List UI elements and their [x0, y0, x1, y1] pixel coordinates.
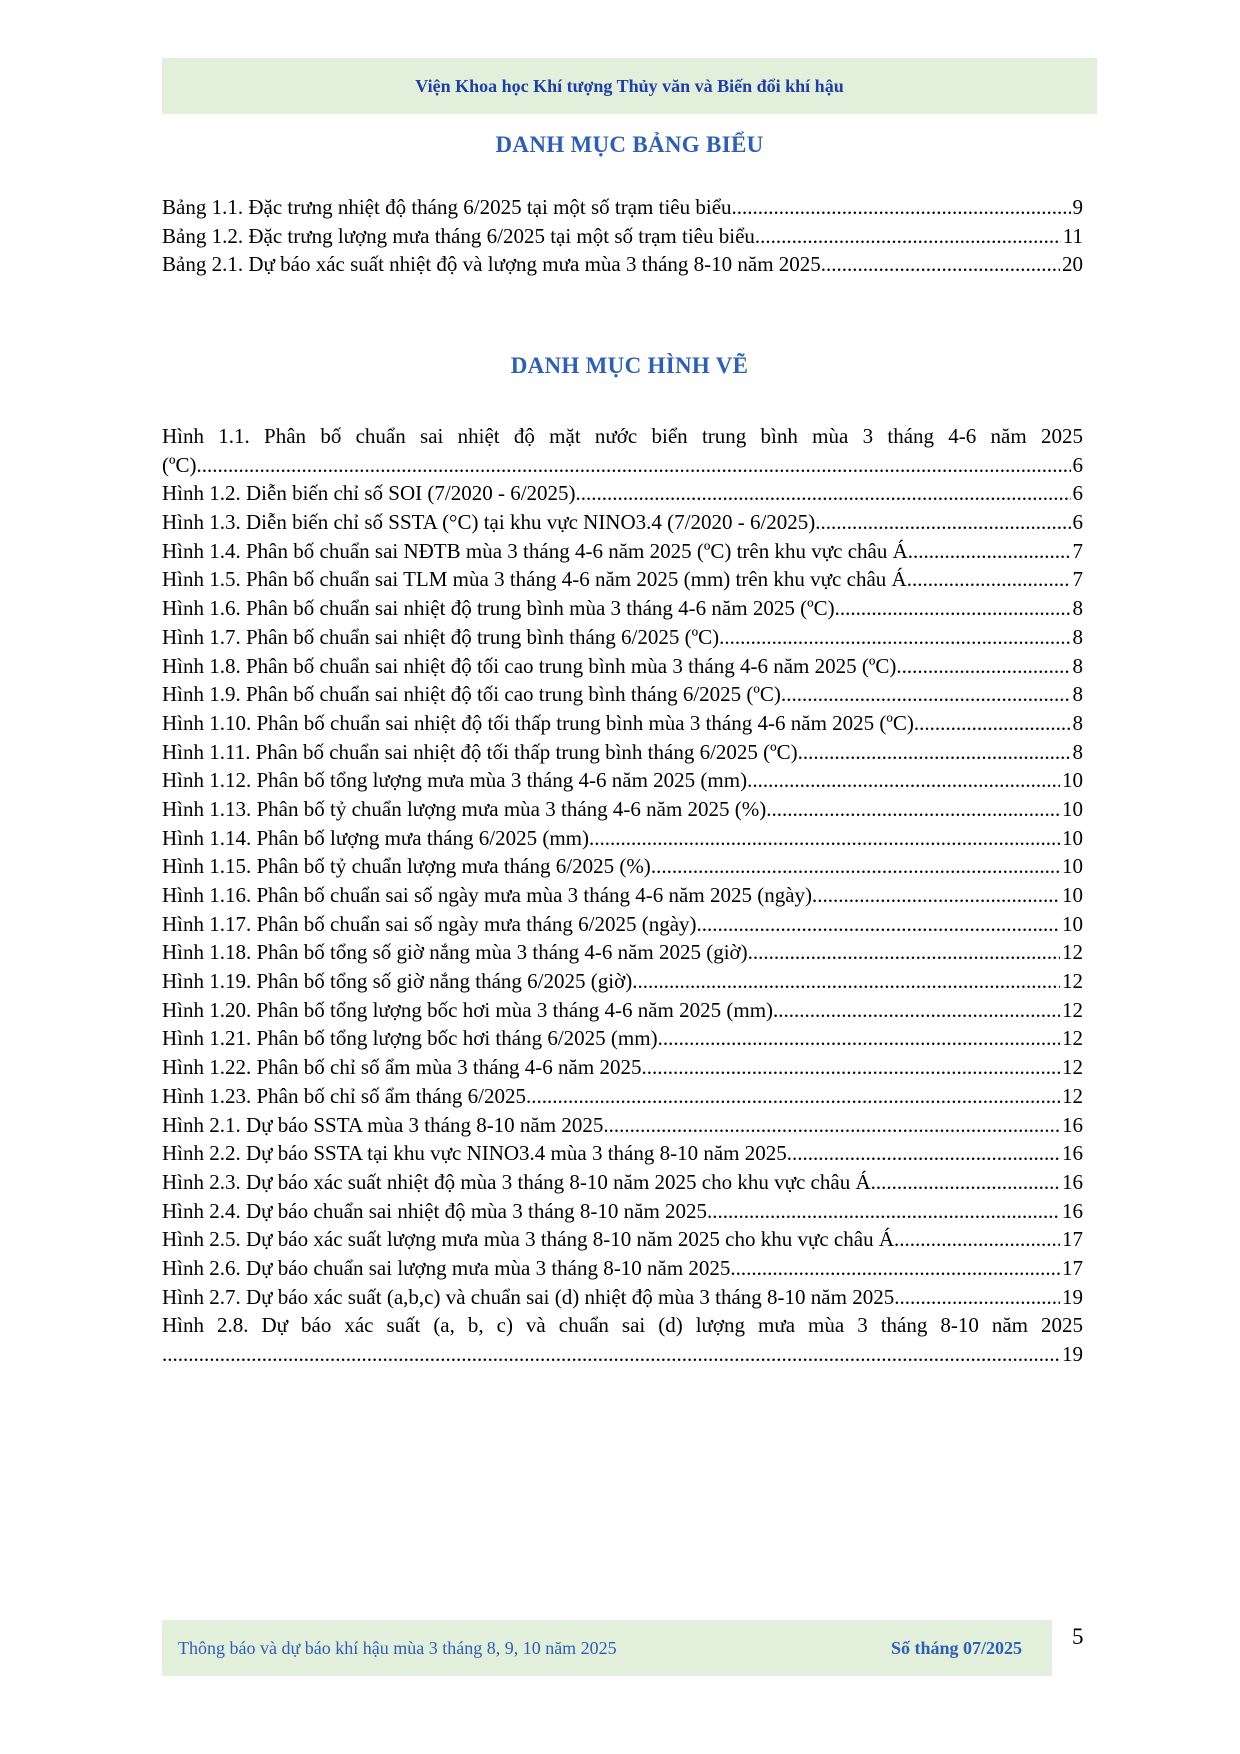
toc-entry-label: Hình 1.14. Phân bố lượng mưa tháng 6/2025 (mm) [162, 825, 590, 850]
toc-entry-label: Hình 1.2. Diễn biến chỉ số SOI (7/2020 - 6/2025) [162, 481, 576, 506]
figures-list [162, 422, 1083, 1369]
toc-entry-label: Hình 2.7. Dự báo xác suất (a,b,c) và chuẩn sai (d) nhiệt độ mùa 3 tháng 8-10 năm 2025 [162, 1284, 895, 1309]
toc-entry-page: 8 [1072, 739, 1083, 764]
toc-entry-label: Hình 2.3. Dự báo xác suất nhiệt độ mùa 3 tháng 8-10 năm 2025 cho khu vực châu Á [162, 1169, 871, 1194]
toc-entry[interactable] [162, 1197, 1083, 1226]
toc-entry[interactable] [162, 795, 1083, 824]
toc-entry-page: 6 [1072, 510, 1083, 535]
toc-entry[interactable] [162, 594, 1083, 623]
toc-entry-page: 16 [1062, 1141, 1083, 1166]
tables-list [162, 193, 1083, 279]
toc-entry-label: Hình 2.2. Dự báo SSTA tại khu vực NINO3.4 mùa 3 tháng 8-10 năm 2025 [162, 1141, 787, 1166]
toc-entry-page: 10 [1062, 883, 1083, 907]
tables-section-title: DANH MỤC BẢNG BIỂU [495, 132, 764, 157]
toc-entry[interactable] [162, 910, 1083, 939]
toc-entry[interactable] [162, 852, 1083, 881]
toc-entry-label: Hình 1.21. Phân bố tổng lượng bốc hơi tháng 6/2025 (mm) [162, 1026, 658, 1051]
toc-entry-page: 6 [1072, 481, 1083, 506]
toc-entry-page: 16 [1062, 1169, 1083, 1194]
toc-entry[interactable] [162, 881, 1083, 910]
toc-entry[interactable] [162, 479, 1083, 508]
toc-entry-label: Bảng 1.2. Đặc trưng lượng mưa tháng 6/2025 tại một số trạm tiêu biểu [162, 223, 755, 248]
toc-entry-label: Hình 1.22. Phân bố chỉ số ẩm mùa 3 tháng 4-6 năm 2025 [162, 1055, 642, 1080]
toc-entry-label-cont: (ºC) [162, 452, 197, 477]
toc-entry-label: Hình 1.13. Phân bố tỷ chuẩn lượng mưa mùa 3 tháng 4-6 năm 2025 (%) [162, 796, 767, 821]
toc-entry-page: 16 [1062, 1198, 1083, 1223]
toc-entry[interactable] [162, 938, 1083, 967]
toc-entry[interactable] [162, 1225, 1083, 1254]
toc-entry[interactable] [162, 1082, 1083, 1111]
toc-entry-page: 6 [1072, 452, 1083, 477]
toc-entry-label: Hình 1.7. Phân bố chuẩn sai nhiệt độ trung bình tháng 6/2025 (ºC) [162, 624, 720, 649]
toc-entry-page: 10 [1062, 825, 1083, 850]
toc-entry-page: 17 [1062, 1255, 1083, 1280]
toc-entry[interactable] [162, 250, 1083, 279]
toc-entry-label: Hình 1.4. Phân bố chuẩn sai NĐTB mùa 3 tháng 4-6 năm 2025 (ºC) trên khu vực châu Á [162, 538, 908, 563]
toc-entry-page: 12 [1062, 1026, 1083, 1051]
toc-entry-page: 19 [1062, 1342, 1083, 1366]
toc-entry[interactable] [162, 967, 1083, 996]
toc-entry-page: 8 [1072, 596, 1083, 621]
toc-entry[interactable] [162, 222, 1083, 251]
toc-entry-page: 12 [1062, 997, 1083, 1022]
toc-entry[interactable] [162, 680, 1083, 709]
toc-entry[interactable] [162, 1283, 1083, 1312]
toc-entry-label: Hình 1.8. Phân bố chuẩn sai nhiệt độ tối cao trung bình mùa 3 tháng 4-6 năm 2025 (ºC) [162, 653, 897, 678]
toc-entry-label: Hình 1.20. Phân bố tổng lượng bốc hơi mùa 3 tháng 4-6 năm 2025 (mm) [162, 997, 774, 1022]
header-band [162, 58, 1097, 114]
toc-entry[interactable] [162, 824, 1083, 853]
toc-entry-page: 10 [1062, 768, 1083, 793]
toc-entry[interactable] [162, 623, 1083, 652]
toc-entry-label: Hình 1.23. Phân bố chỉ số ẩm tháng 6/2025 [162, 1083, 526, 1108]
toc-entry-continuation[interactable] [162, 1340, 1083, 1369]
footer-title: Thông báo và dự báo khí hậu mùa 3 tháng 8, 9, 10 năm 2025 [178, 1637, 617, 1658]
toc-entry-label: Bảng 2.1. Dự báo xác suất nhiệt độ và lượng mưa mùa 3 tháng 8-10 năm 2025 [162, 252, 821, 277]
toc-entry[interactable] [162, 537, 1083, 566]
toc-entry-multiline[interactable] [162, 422, 1083, 451]
toc-entry-page: 12 [1062, 969, 1083, 994]
figures-section-title: DANH MỤC HÌNH VẼ [510, 353, 749, 378]
toc-entry[interactable] [162, 508, 1083, 537]
toc-entry-label: Hình 1.17. Phân bố chuẩn sai số ngày mưa tháng 6/2025 (ngày) [162, 911, 697, 936]
toc-entry[interactable] [162, 766, 1083, 795]
toc-entry-label: Hình 1.1. Phân bố chuẩn sai nhiệt độ mặt nước biển trung bình mùa 3 tháng 4-6 năm 2025 [162, 424, 1083, 448]
toc-entry-label: Hình 2.8. Dự báo xác suất (a, b, c) và chuẩn sai (d) lượng mưa mùa 3 tháng 8-10 năm 2025 [162, 1313, 1083, 1338]
toc-entry[interactable] [162, 1111, 1083, 1140]
footer-band [162, 1620, 1052, 1676]
toc-entry-label: Hình 2.5. Dự báo xác suất lượng mưa mùa 3 tháng 8-10 năm 2025 cho khu vực châu Á [162, 1227, 894, 1252]
toc-entry[interactable] [162, 565, 1083, 594]
toc-entry-page: 10 [1062, 796, 1083, 821]
toc-entry-page: 12 [1062, 940, 1083, 965]
toc-entry-label: Hình 1.11. Phân bố chuẩn sai nhiệt độ tối thấp trung bình tháng 6/2025 (ºC) [162, 739, 798, 764]
toc-entry-page: 12 [1062, 1055, 1083, 1080]
toc-entry-page: 7 [1072, 567, 1083, 592]
toc-entry-page: 17 [1062, 1227, 1083, 1252]
toc-entry[interactable] [162, 1168, 1083, 1197]
toc-entry-page: 11 [1062, 223, 1083, 248]
toc-entry[interactable] [162, 996, 1083, 1025]
toc-entry-page: 8 [1072, 624, 1083, 649]
toc-entry-label: Hình 1.18. Phân bố tổng số giờ nắng mùa 3 tháng 4-6 năm 2025 (giờ) [162, 940, 748, 965]
toc-entry-page: 8 [1072, 682, 1083, 707]
toc-entry[interactable] [162, 1254, 1083, 1283]
toc-entry-continuation[interactable] [162, 451, 1083, 480]
toc-entry-label: Bảng 1.1. Đặc trưng nhiệt độ tháng 6/2025 tại một số trạm tiêu biểu [162, 195, 732, 219]
footer-issue: Số tháng 07/2025 [890, 1637, 1022, 1658]
toc-entry-label: Hình 2.1. Dự báo SSTA mùa 3 tháng 8-10 năm 2025 [162, 1112, 604, 1137]
toc-entry-page: 8 [1072, 653, 1083, 678]
toc-entry-label: Hình 2.6. Dự báo chuẩn sai lượng mưa mùa 3 tháng 8-10 năm 2025 [162, 1255, 731, 1280]
toc-entry-page: 8 [1072, 710, 1083, 735]
toc-entry-page: 12 [1062, 1083, 1083, 1108]
toc-entry-page: 10 [1062, 911, 1083, 936]
toc-entry[interactable] [162, 1053, 1083, 1082]
toc-entry-page: 20 [1062, 252, 1083, 277]
toc-entry-label: Hình 1.9. Phân bố chuẩn sai nhiệt độ tối cao trung bình tháng 6/2025 (ºC) [162, 682, 781, 707]
toc-entry-label: Hình 1.19. Phân bố tổng số giờ nắng tháng 6/2025 (giờ) [162, 969, 633, 994]
page-number: 5 [1072, 1624, 1084, 1649]
toc-entry-page: 16 [1062, 1112, 1083, 1137]
toc-entry-label: Hình 1.3. Diễn biến chỉ số SSTA (°C) tại khu vực NINO3.4 (7/2020 - 6/2025) [162, 510, 816, 535]
toc-entry[interactable] [162, 193, 1083, 222]
toc-entry-label: Hình 1.10. Phân bố chuẩn sai nhiệt độ tối thấp trung bình mùa 3 tháng 4-6 năm 2025 (ºC) [162, 710, 914, 735]
toc-entry-page: 9 [1072, 195, 1083, 219]
toc-entry[interactable] [162, 709, 1083, 738]
toc-entry-label: Hình 1.6. Phân bố chuẩn sai nhiệt độ trung bình mùa 3 tháng 4-6 năm 2025 (ºC) [162, 596, 835, 621]
toc-entry[interactable] [162, 1024, 1083, 1053]
toc-entry-page: 10 [1062, 854, 1083, 879]
toc-entry-multiline[interactable] [162, 1311, 1083, 1340]
toc-entry[interactable] [162, 738, 1083, 767]
toc-entry-label: Hình 1.5. Phân bố chuẩn sai TLM mùa 3 tháng 4-6 năm 2025 (mm) trên khu vực châu Á [162, 567, 907, 592]
toc-entry-label: Hình 1.12. Phân bố tổng lượng mưa mùa 3 tháng 4-6 năm 2025 (mm) [162, 768, 748, 793]
toc-entry-page: 19 [1062, 1284, 1083, 1309]
toc-entry-label: Hình 1.16. Phân bố chuẩn sai số ngày mưa mùa 3 tháng 4-6 năm 2025 (ngày) [162, 883, 813, 907]
header-institute: Viện Khoa học Khí tượng Thủy văn và Biến đổi khí hậu [415, 75, 844, 96]
toc-entry[interactable] [162, 1139, 1083, 1168]
toc-entry-page: 7 [1072, 538, 1083, 563]
toc-entry-label: Hình 1.15. Phân bố tỷ chuẩn lượng mưa tháng 6/2025 (%) [162, 854, 651, 879]
toc-entry-label: Hình 2.4. Dự báo chuẩn sai nhiệt độ mùa 3 tháng 8-10 năm 2025 [162, 1198, 708, 1223]
toc-entry[interactable] [162, 652, 1083, 681]
